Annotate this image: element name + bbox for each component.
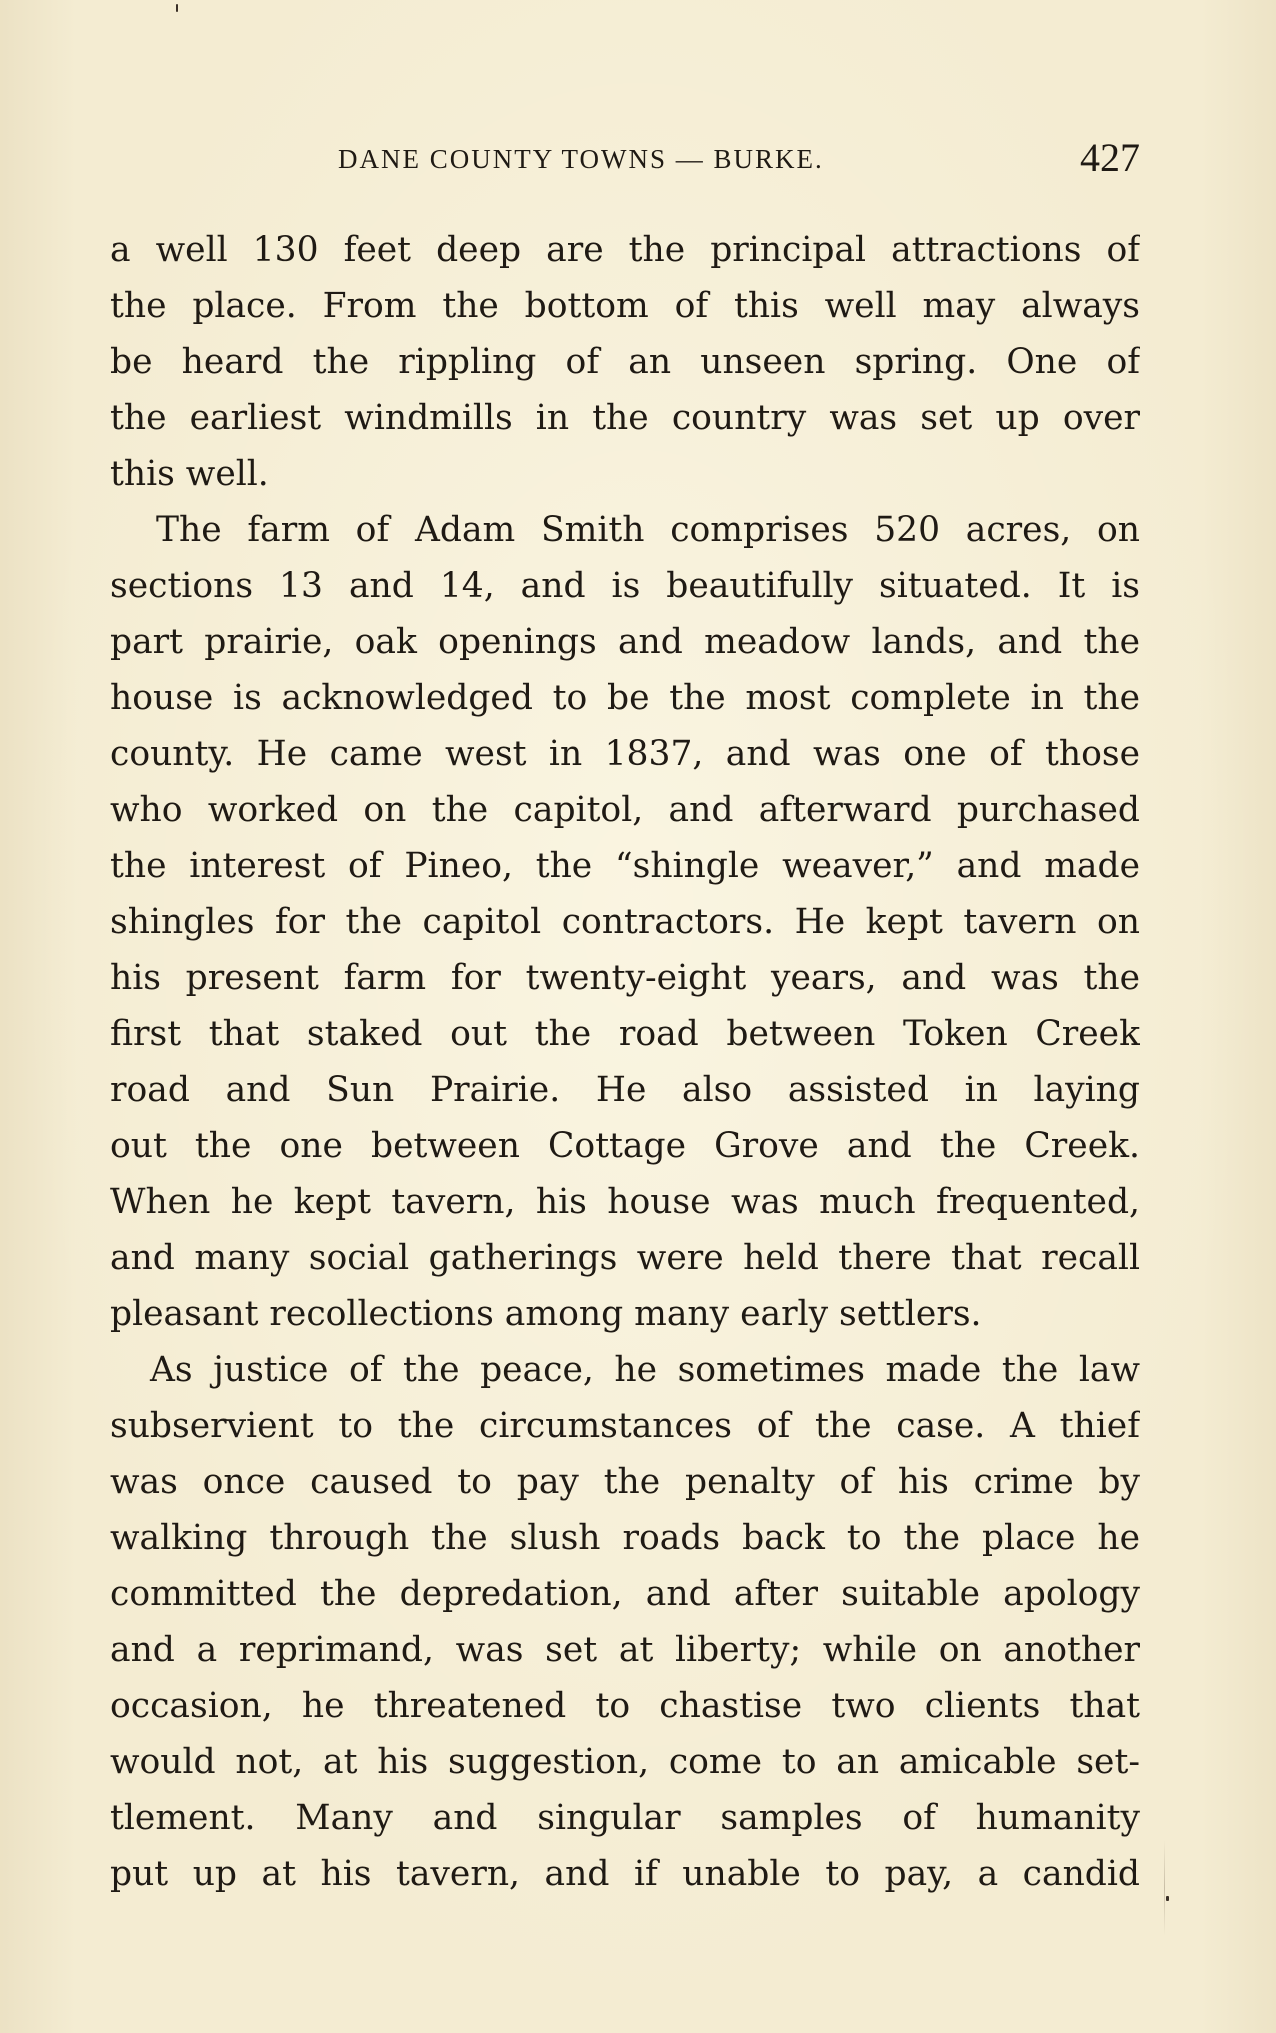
paragraph-first-line: The farm of Adam Smith comprises 520 acres, on [156,510,1140,550]
print-speck [1166,1896,1169,1901]
running-head [110,135,1140,182]
text-line: his present farm for twenty-eight years, and was the [110,958,1140,998]
page-shadow [1164,1840,1165,1936]
text-line: would not, at his suggestion, come to an amicable set- [110,1742,1140,1782]
text-line: house is acknowledged to be the most complete in the [110,678,1140,718]
text-line: first that staked out the road between Token Creek [110,1014,1140,1054]
text-line: When he kept tavern, his house was much frequented, [110,1182,1140,1222]
text-line: walking through the slush roads back to the place he [110,1518,1140,1558]
text-line: tlement. Many and singular samples of humanity [110,1798,1140,1838]
text-line: pleasant recollections among many early settlers. [110,1294,982,1334]
text-line: sections 13 and 14, and is beautifully situated. It is [110,566,1140,606]
text-line: part prairie, oak openings and meadow lands, and the [110,622,1140,662]
text-line: this well. [110,454,269,494]
text-line: and many social gatherings were held there that recall [110,1238,1140,1278]
running-title: DANE COUNTY TOWNS — BURKE. [338,144,824,174]
text-line: occasion, he threatened to chastise two clients that [110,1686,1140,1726]
print-speck [176,4,178,12]
text-line: was once caused to pay the penalty of his crime by [110,1462,1140,1502]
text-line: subservient to the circumstances of the case. A thief [110,1406,1140,1446]
text-line: the earliest windmills in the country was set up over [110,398,1140,438]
text-line: the place. From the bottom of this well may always [110,286,1140,326]
page-number: 427 [1080,135,1140,180]
text-line: put up at his tavern, and if unable to pay, a candid [110,1854,1140,1894]
paragraph-first-line: As justice of the peace, he sometimes made the law [150,1350,1140,1390]
text-line: committed the depredation, and after suitable apology [110,1574,1140,1614]
text-line: road and Sun Prairie. He also assisted in laying [110,1070,1140,1110]
text-line: shingles for the capitol contractors. He kept tavern on [110,902,1140,942]
text-line: county. He came west in 1837, and was one of those [110,734,1140,774]
body-text [110,222,1140,1902]
text-line: out the one between Cottage Grove and the Creek. [110,1126,1140,1166]
text-line: be heard the rippling of an unseen spring. One of [110,342,1140,382]
text-line: the interest of Pineo, the “shingle weaver,” and made [110,846,1140,886]
text-line: and a reprimand, was set at liberty; while on another [110,1630,1140,1670]
text-line: who worked on the capitol, and afterward purchased [110,790,1140,830]
text-line: a well 130 feet deep are the principal attractions of [110,230,1140,270]
